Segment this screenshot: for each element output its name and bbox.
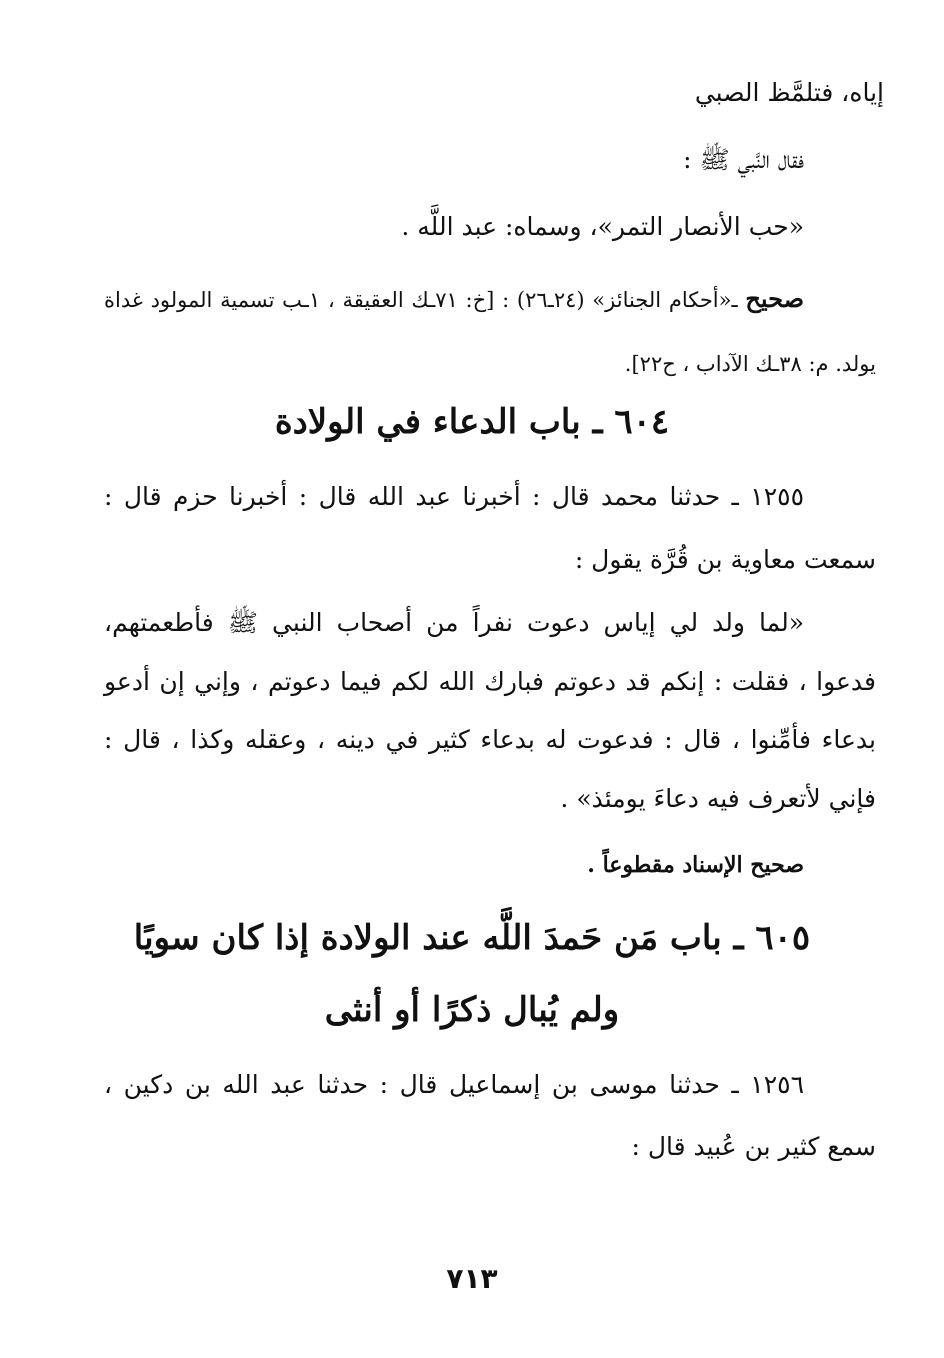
chapter-heading-605-line-2: ولم يُبال ذكرًا أو أنثى <box>324 990 620 1030</box>
source-note-line-2: يولد. م: ٣٨ـك الآداب ، ح٢٢]. <box>624 352 876 376</box>
hadith-1255-text-3: بدعاء فأمِّنوا ، قال : فدعوت له بدعاء كثير في دينه ، وعقله وكذا ، قال : <box>104 725 876 754</box>
chapter-heading-605-line-1: ٦٠٥ ـ باب مَن حَمدَ اللَّه عند الولادة إذا كان سويًا <box>133 918 811 958</box>
text-line-2: فقال النَّبي ﷺ : <box>683 145 804 174</box>
source-reference: ـ«أحكام الجنائز» (٢٤ـ٢٦) : [خ: ٧١ـك العقيقة ، ١ـب تسمية المولود غداة <box>104 288 738 312</box>
hadith-1255-text-2: فدعوا ، فقلت : إنكم قد دعوتم فبارك الله لكم فيما دعوتم ، وإني إن أدعو <box>104 667 876 696</box>
chapter-heading-604: ٦٠٤ ـ باب الدعاء في الولادة <box>274 402 670 442</box>
source-note-line-1 <box>104 285 804 314</box>
text-line-3: «حب الأنصار التمر»، وسماه: عبد اللَّه . <box>401 212 804 241</box>
hadith-1255-grade: صحيح الإسناد مقطوعاً . <box>587 852 804 878</box>
grade-label: صحيح <box>745 284 804 313</box>
hadith-1255-text-1: «لما ولد لي إياس دعوت نفراً من أصحاب النبي ﷺ فأطعمتهم، <box>104 608 804 637</box>
text-line-1: إياه، فتلمَّظ الصبي <box>694 78 884 107</box>
hadith-1256-intro: ١٢٥٦ ـ حدثنا موسى بن إسماعيل قال : حدثنا عبد الله بن دكين ، <box>104 1070 804 1099</box>
page-number: ٧١٣ <box>446 1262 498 1295</box>
hadith-1255-text-4: فإني لأتعرف فيه دعاءَ يومئذ» . <box>560 784 876 813</box>
hadith-1255-intro: ١٢٥٥ ـ حدثنا محمد قال : أخبرنا عبد الله قال : أخبرنا حزم قال : <box>104 482 804 511</box>
hadith-1255-narrator: سمعت معاوية بن قُرَّة يقول : <box>574 545 876 574</box>
hadith-1256-narrator: سمع كثير بن عُبيد قال : <box>631 1132 876 1161</box>
